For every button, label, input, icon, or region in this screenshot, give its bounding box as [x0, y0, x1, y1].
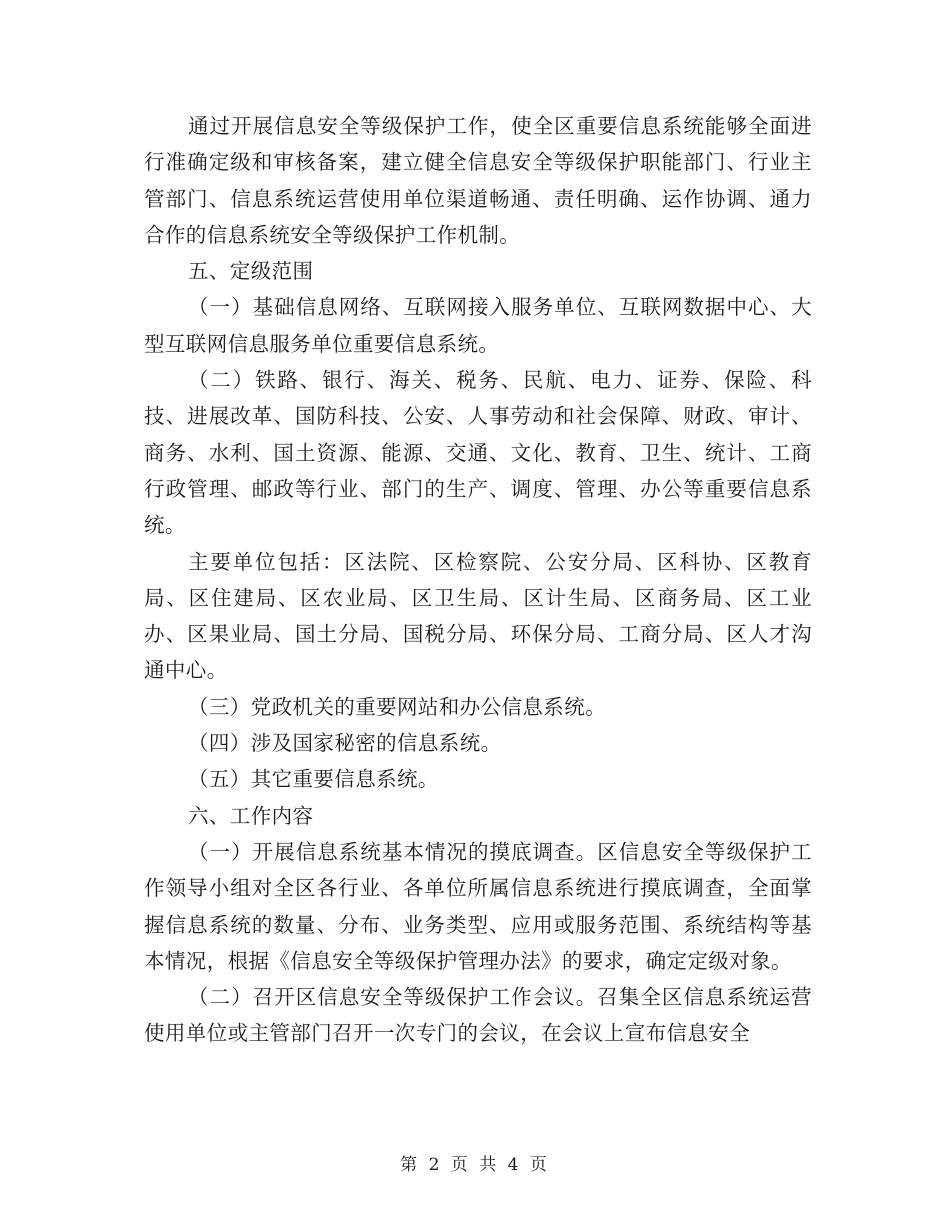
page-footer: 第 2 页 共 4 页 — [400, 1155, 550, 1175]
document-body — [144, 108, 812, 1052]
heading-section-6: 六、工作内容 — [188, 803, 314, 828]
paragraph-work-1: （一）开展信息系统基本情况的摸底调查。区信息安全等级保护工作领导小组对全区各行业、各单位所属信息系统进行摸底调查，全面掌握信息系统的数量、分布、业务类型、应用或服务范围、系统结构等基本情况，根据《信息安全等级保护管理办法》的要求，确定定级对象。 — [144, 839, 812, 973]
paragraph-goal: 通过开展信息安全等级保护工作，使全区重要信息系统能够全面进行准确定级和审核备案，建立健全信息安全等级保护职能部门、行业主管部门、信息系统运营使用单位渠道畅通、责任明确、运作协调、通力合作的信息系统安全等级保护工作机制。 — [144, 114, 812, 247]
paragraph-scope-4: （四）涉及国家秘密的信息系统。 — [188, 731, 502, 756]
paragraph-scope-1: （一）基础信息网络、互联网接入服务单位、互联网数据中心、大型互联网信息服务单位重要信息系统。 — [144, 295, 812, 356]
heading-section-5: 五、定级范围 — [188, 259, 314, 284]
paragraph-work-2: （二）召开区信息安全等级保护工作会议。召集全区信息系统运营使用单位或主管部门召开一次专门的会议，在会议上宣布信息安全 — [144, 985, 812, 1046]
paragraph-scope-3: （三）党政机关的重要网站和办公信息系统。 — [188, 694, 606, 719]
paragraph-scope-5: （五）其它重要信息系统。 — [188, 767, 439, 792]
paragraph-scope-2: （二）铁路、银行、海关、税务、民航、电力、证券、保险、科技、进展改革、国防科技、公安、人事劳动和社会保障、财政、审计、商务、水利、国土资源、能源、交通、文化、教育、卫生、统计、工商行政管理、邮政等行业、部门的生产、调度、管理、办公等重要信息系统。 — [144, 368, 812, 538]
paragraph-main-units: 主要单位包括：区法院、区检察院、公安分局、区科协、区教育局、区住建局、区农业局、区卫生局、区计生局、区商务局、区工业办、区果业局、国土分局、国税分局、环保分局、工商分局、区人才沟通中心。 — [144, 549, 812, 683]
